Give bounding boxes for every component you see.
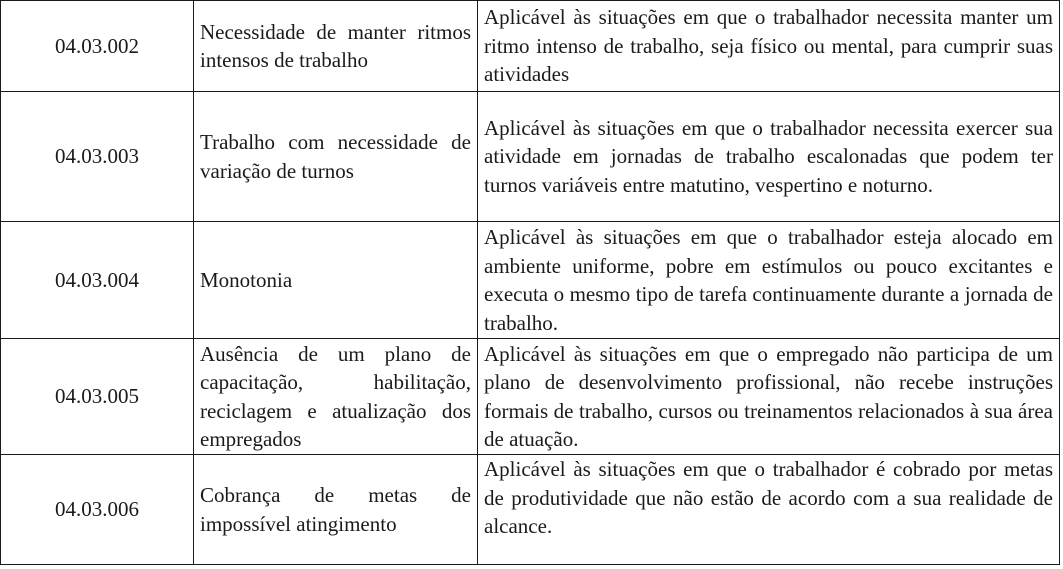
risk-factor: Necessidade de manter ritmos intensos de trabalho xyxy=(194,1,478,92)
risk-code: 04.03.002 xyxy=(1,1,194,92)
table-row xyxy=(1,1,1060,92)
risk-factor: Cobrança de metas de impossível atingimento xyxy=(194,455,478,565)
risk-code: 04.03.004 xyxy=(1,222,194,339)
risk-description: Aplicável às situações em que o empregado não participa de um plano de desenvolvimento profissional, não recebe instruções formais de trabalho, cursos ou treinamentos relacionados à sua área de atuação. xyxy=(478,339,1060,455)
risk-code: 04.03.003 xyxy=(1,92,194,222)
risk-factor: Monotonia xyxy=(194,222,478,339)
risk-factor: Ausência de um plano de capacitação, habilitação, reciclagem e atualização dos empregados xyxy=(194,339,478,455)
risk-code: 04.03.006 xyxy=(1,455,194,565)
table-row xyxy=(1,92,1060,222)
table-row xyxy=(1,455,1060,565)
risk-description: Aplicável às situações em que o trabalhador necessita exercer sua atividade em jornadas de trabalho escalonadas que podem ter turnos variáveis entre matutino, vespertino e noturno. xyxy=(478,92,1060,222)
table-row xyxy=(1,222,1060,339)
risk-description: Aplicável às situações em que o trabalhador esteja alocado em ambiente uniforme, pobre em estímulos ou pouco excitantes e executa o mesmo tipo de tarefa continuamente durante a jornada de trabalho. xyxy=(478,222,1060,339)
risk-description: Aplicável às situações em que o trabalhador é cobrado por metas de produtividade que não estão de acordo com a sua realidade de alcance. xyxy=(478,455,1060,565)
risk-description: Aplicável às situações em que o trabalhador necessita manter um ritmo intenso de trabalho, seja físico ou mental, para cumprir suas atividades xyxy=(478,1,1060,92)
table-row xyxy=(1,339,1060,455)
risk-factor: Trabalho com necessidade de variação de turnos xyxy=(194,92,478,222)
risk-code: 04.03.005 xyxy=(1,339,194,455)
